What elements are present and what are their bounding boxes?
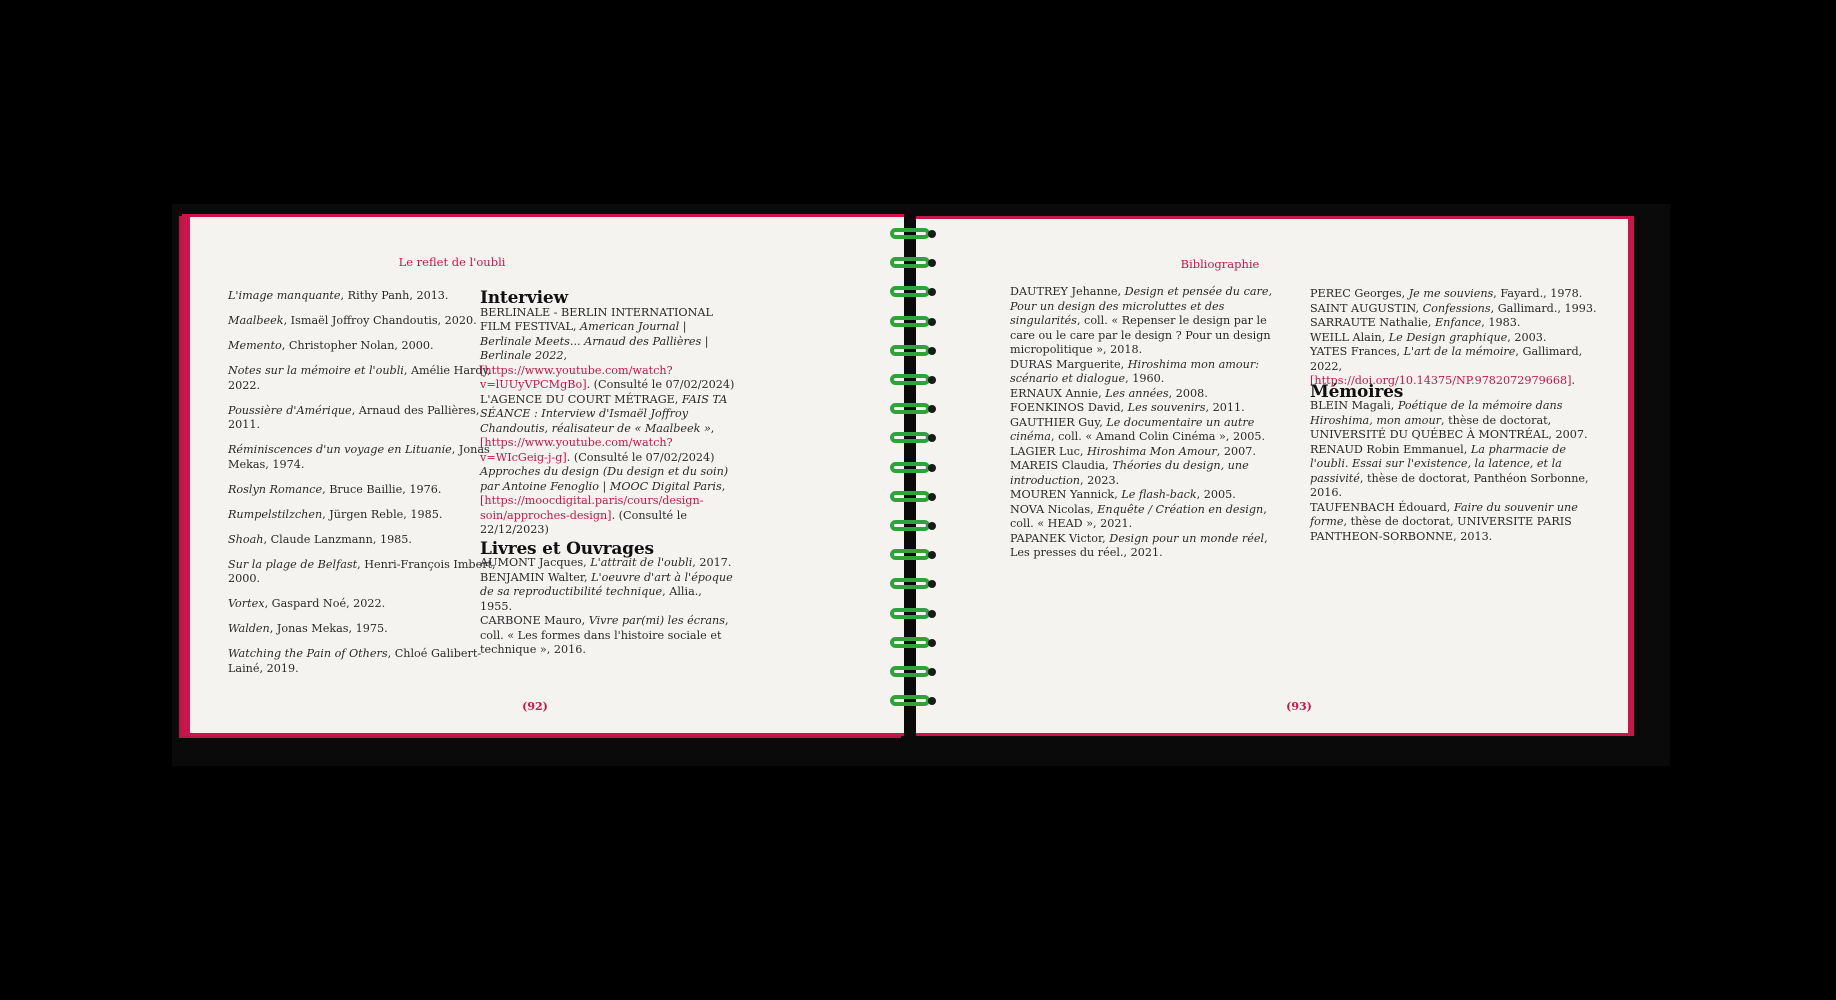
interview-title: Approches du design (Du design et du soin) par Antoine Fenoglio | MOOC Digital Paris [480, 465, 729, 493]
bib-author: SARRAUTE Nathalie, [1310, 316, 1436, 329]
film-entry [228, 364, 498, 393]
memoire-entry [1310, 501, 1600, 545]
interview-sep: , [563, 349, 568, 362]
bib-title: Hiroshima Mon Amour [1087, 444, 1217, 458]
bib-entry-yates: YATES Frances, L'art de la mémoire, Gallimard, 2022, [https://doi.org/10.14375/NP.9782072979668]. [1310, 345, 1583, 387]
film-details: , Christopher Nolan, 2000. [281, 339, 434, 352]
memoire-entry [1310, 443, 1600, 501]
bib-details: , 2017. [692, 556, 732, 569]
bib-entry [1310, 287, 1600, 302]
binding-hole [928, 551, 936, 559]
bib-entry [1010, 401, 1280, 416]
spiral-coil [890, 345, 930, 356]
bib-details: , thèse de doctorat, UNIVERSITÉ DU QUÉBEC À MONTRÉAL, 2007. [1310, 413, 1588, 441]
bib-title: L'oeuvre d'art à l'époque de sa reproductibilité technique [480, 570, 733, 598]
binding-hole [928, 580, 936, 588]
page-number-left: (92) [522, 700, 548, 713]
bib-author: BLEIN Magali, [1310, 399, 1398, 412]
interview-consulted: . (Consulté le 07/02/2024) [566, 450, 715, 464]
bib-entry [1310, 331, 1600, 346]
bib-entry [1010, 416, 1280, 445]
books-cont2-column [1310, 287, 1600, 544]
bib-entry [1010, 285, 1280, 358]
bib-details: , 1983. [1481, 316, 1521, 329]
bib-entry [480, 614, 735, 658]
bib-author: DURAS Marguerite, [1010, 357, 1128, 371]
film-title: Réminiscences d'un voyage en Lituanie [228, 443, 452, 456]
bib-details: , 2007. [1216, 444, 1256, 458]
interview-sep: , [710, 421, 715, 435]
bib-details: , coll. « Les formes dans l'histoire sociale et technique », 2016. [480, 614, 729, 656]
interview-title: American Journal | Berlinale Meets... Arnaud des Pallières | Berlinale 2022 [480, 320, 709, 362]
bib-author: AUMONT Jacques, [480, 556, 591, 569]
bib-details: , coll. « Amand Colin Cinéma », 2005. [1050, 430, 1266, 443]
film-details: , Jürgen Reble, 1985. [322, 507, 443, 521]
film-entry [228, 339, 498, 354]
film-details: , Ismaël Joffroy Chandoutis, 2020. [283, 314, 477, 327]
bib-author: PAPANEK Victor, [1010, 531, 1110, 545]
film-title: Memento [228, 339, 282, 352]
memoire-entry [1310, 399, 1600, 443]
film-entry [228, 622, 498, 637]
interview-entry [480, 465, 735, 538]
bib-details: , coll. « HEAD », 2021. [1010, 502, 1267, 530]
bib-author: PEREC Georges, [1310, 287, 1409, 300]
right-page [916, 216, 1634, 736]
film-entry [228, 647, 498, 676]
spiral-coil [890, 666, 930, 677]
film-entry [228, 289, 498, 304]
yates-link[interactable]: [https://doi.org/10.14375/NP.9782072979668] [1310, 374, 1572, 387]
interview-column [480, 288, 735, 658]
bib-title: Enquête / Création en design [1097, 502, 1264, 516]
bib-author: SAINT AUGUSTIN, [1310, 301, 1423, 315]
interview-source: BERLINALE - BERLIN INTERNATIONAL FILM FESTIVAL, [480, 305, 713, 333]
page-number-right: (93) [1286, 700, 1312, 713]
interview-entry [480, 306, 735, 393]
film-details: , Claude Lanzmann, 1985. [263, 532, 412, 546]
spiral-coil [890, 432, 930, 443]
binding-hole [928, 522, 936, 530]
interview-entry [480, 393, 735, 466]
film-title: Watching the Pain of Others [228, 647, 388, 660]
bib-title: Confessions [1422, 301, 1491, 315]
bib-details: , Allia., 1955. [480, 585, 702, 613]
spiral-coil [890, 403, 930, 414]
bib-details: , 2003. [1507, 330, 1547, 344]
bib-title: Je me souviens [1408, 287, 1494, 300]
bib-title: Le Design graphique [1388, 330, 1508, 344]
binding-hole [928, 493, 936, 501]
film-title: Roslyn Romance [228, 482, 323, 496]
film-details: , Rithy Panh, 2013. [340, 289, 449, 302]
bib-entry [1010, 387, 1280, 402]
interview-source: L'AGENCE DU COURT MÉTRAGE, [480, 392, 682, 406]
film-entry [228, 508, 498, 523]
bib-title: La pharmacie de l'oubli. Essai sur l'existence, la latence, et la passivité [1310, 442, 1566, 485]
bib-entry [1010, 358, 1280, 387]
film-details: , Amélie Hardy, 2022. [228, 364, 491, 392]
bib-title: Design et pensée du care, Pour un design des microluttes et des singularités [1010, 285, 1273, 327]
spiral-coil [890, 374, 930, 385]
bib-title: L'attrait de l'oubli [590, 556, 693, 569]
binding-hole [928, 405, 936, 413]
running-head-left: Le reflet de l'oubli [398, 255, 506, 269]
bib-author: MOUREN Yannick, [1010, 488, 1122, 501]
interview-sep: , [721, 479, 726, 493]
memoires-heading: Mémoires [1310, 381, 1404, 402]
interview-consulted: . (Consulté le 07/02/2024) [586, 378, 735, 391]
bib-title: Design pour un monde réel [1109, 531, 1265, 545]
spiral-coil [890, 608, 930, 619]
film-title: Notes sur la mémoire et l'oubli [228, 364, 404, 377]
spiral-coil [890, 286, 930, 297]
books-heading: Livres et Ouvrages [480, 538, 654, 559]
books-cont-column [1010, 285, 1280, 561]
bib-entry [1010, 532, 1280, 561]
films-column [228, 289, 498, 687]
interview-title: FAIS TA SÉANCE : Interview d'Ismaël Joffroy Chandoutis, réalisateur de « Maalbeek » [480, 392, 728, 435]
film-title: Rumpelstilzchen [228, 507, 323, 521]
binding-hole [928, 464, 936, 472]
interview-consulted: . (Consulté le 22/12/2023) [480, 508, 687, 536]
bib-author: FOENKINOS David, [1010, 401, 1128, 414]
film-entry [228, 483, 498, 498]
bib-author: MAREIS Claudia, [1010, 459, 1113, 472]
spiral-coil [890, 549, 930, 560]
film-details: , Bruce Baillie, 1976. [322, 482, 442, 496]
bib-title: Le documentaire un autre cinéma [1010, 415, 1255, 443]
bib-title: Le flash-back [1121, 488, 1197, 501]
binding-hole [928, 259, 936, 267]
bib-title: Vivre par(mi) les écrans [588, 614, 726, 627]
binding-hole [928, 318, 936, 326]
film-details: , Henri-François Imbert, 2000. [228, 557, 496, 585]
bib-entry [1310, 316, 1600, 331]
bib-details: , thèse de doctorat, Panthéon Sorbonne, 2016. [1310, 471, 1589, 499]
spiral-binding [884, 228, 948, 728]
film-details: , Chloé Galibert-Lainé, 2019. [228, 647, 482, 675]
bib-details: , coll. « Repenser le design par le care ou le care par le design ? Pour un design micropolitique », 2018. [1010, 314, 1271, 356]
spiral-coil [890, 228, 930, 239]
spiral-coil [890, 257, 930, 268]
binding-hole [928, 639, 936, 647]
film-entry [228, 443, 498, 472]
bib-author: GAUTHIER Guy, [1010, 415, 1107, 429]
bib-details: , 1960. [1125, 372, 1165, 385]
spiral-coil [890, 462, 930, 473]
bib-author: NOVA Nicolas, [1010, 502, 1098, 516]
bib-author: RENAUD Robin Emmanuel, [1310, 442, 1471, 456]
bib-author: CARBONE Mauro, [480, 614, 589, 627]
bib-details: , thèse de doctorat, UNIVERSITE PARIS PANTHEON-SORBONNE, 2013. [1310, 515, 1572, 543]
film-title: Shoah [228, 532, 264, 546]
interview-link[interactable]: [https://www.youtube.com/watch?v=lUUyVPCMgBo] [480, 363, 673, 391]
bib-title: Poétique de la mémoire dans Hiroshima, mon amour [1310, 399, 1563, 427]
spiral-coil [890, 695, 930, 706]
bib-details: , Gallimard., 1993. [1490, 301, 1597, 315]
binding-hole [928, 434, 936, 442]
spiral-coil [890, 491, 930, 502]
film-title: L'image manquante [228, 289, 341, 302]
bib-details: , 2011. [1205, 401, 1245, 414]
binding-hole [928, 668, 936, 676]
binding-hole [928, 288, 936, 296]
bib-author: DAUTREY Jehanne, [1010, 285, 1125, 298]
interview-link[interactable]: [https://moocdigital.paris/cours/design-soin/approches-design] [480, 494, 704, 522]
bib-entry [1310, 302, 1600, 317]
interview-link[interactable]: [https://www.youtube.com/watch?v=WIcGeig-j-g] [480, 436, 673, 464]
film-entry [228, 597, 498, 612]
film-details: , Jonas Mekas, 1975. [269, 622, 388, 635]
bib-title: Théories du design, une introduction [1010, 459, 1249, 487]
film-title: Poussière d'Amérique [228, 403, 352, 417]
left-page [182, 214, 904, 736]
bib-details: , 2023. [1080, 473, 1120, 487]
bib-entry [1010, 503, 1280, 532]
bib-title: Hiroshima mon amour: scénario et dialogue [1010, 357, 1259, 385]
spiral-coil [890, 637, 930, 648]
binding-hole [928, 376, 936, 384]
bib-entry [1010, 459, 1280, 488]
film-details: , Jonas Mekas, 1974. [228, 443, 490, 471]
film-details: , Gaspard Noé, 2022. [264, 597, 386, 610]
bib-entry [480, 556, 735, 571]
bib-title: Les années [1105, 386, 1169, 400]
binding-hole [928, 610, 936, 618]
film-details: , Arnaud des Pallières, 2011. [228, 403, 480, 431]
bib-entry [1010, 445, 1280, 460]
bib-details: , 2008. [1168, 386, 1208, 400]
bib-title: Les souvenirs [1127, 401, 1206, 414]
spiral-coil [890, 316, 930, 327]
bib-title: Enfance [1435, 316, 1482, 329]
binding-hole [928, 347, 936, 355]
film-title: Walden [228, 622, 270, 635]
binding-hole [928, 697, 936, 705]
bib-author: TAUFENBACH Édouard, [1310, 500, 1454, 514]
bib-entry [480, 571, 735, 615]
film-entry [228, 533, 498, 548]
binding-hole [928, 230, 936, 238]
bib-author: BENJAMIN Walter, [480, 570, 592, 584]
bib-details: , Fayard., 1978. [1493, 287, 1583, 300]
film-entry [228, 558, 498, 587]
running-head-right: Bibliographie [1180, 257, 1260, 271]
film-title: Sur la plage de Belfast [228, 557, 358, 571]
film-title: Vortex [228, 597, 265, 610]
film-title: Maalbeek [228, 314, 284, 327]
bib-details: , Les presses du réel., 2021. [1010, 531, 1268, 559]
bib-entry [1010, 488, 1280, 503]
bib-title: Faire du souvenir une forme [1310, 500, 1578, 528]
interview-heading: Interview [480, 288, 568, 308]
film-entry [228, 404, 498, 433]
bib-details: , 2005. [1196, 488, 1236, 501]
spiral-coil [890, 520, 930, 531]
bib-author: LAGIER Luc, [1010, 444, 1088, 458]
bib-author: WEILL Alain, [1310, 330, 1389, 344]
spiral-coil [890, 578, 930, 589]
film-entry [228, 314, 498, 329]
bib-author: ERNAUX Annie, [1010, 386, 1106, 400]
